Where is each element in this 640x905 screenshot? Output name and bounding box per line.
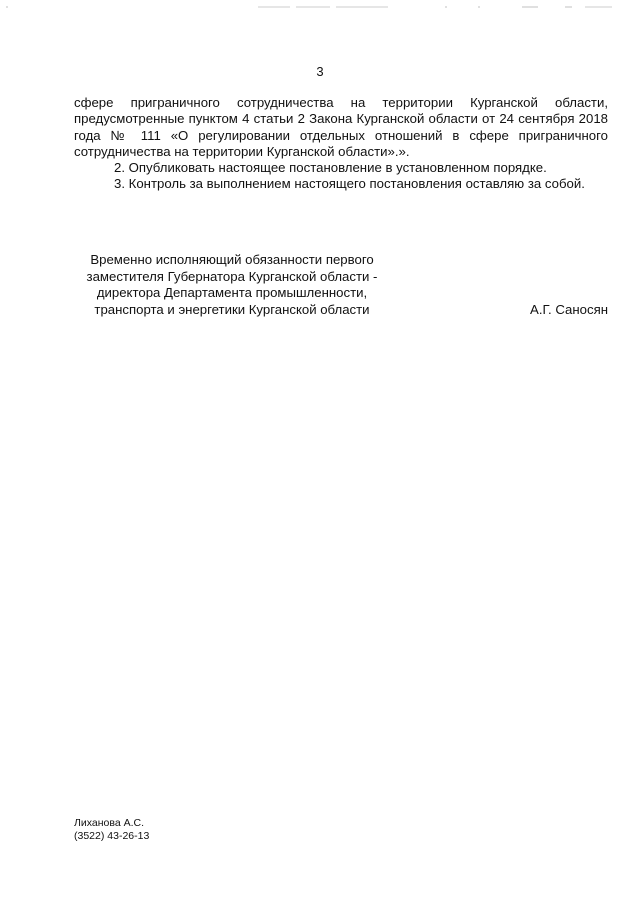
paragraph-item-3: 3. Контроль за выполнением настоящего постановления оставляю за собой. [114,176,585,192]
signatory-position [62,252,402,318]
paragraph-item-2: 2. Опубликовать настоящее постановление в установленном порядке. [114,160,547,176]
paragraph-continuation: сфере приграничного сотрудничества на территории Курганской области, предусмотренные пунктом 4 статьи 2 Закона Курганской области от 24 сентября 2018 года № 111 «О регулировании отдельных отношений в сфере приграничного сотрудничества на территории Курганской области».». [74,95,608,159]
scan-artifact-marks [0,4,640,10]
position-line: заместителя Губернатора Курганской области - [86,268,378,284]
page-number: 3 [316,64,324,79]
executor-block [74,817,149,843]
executor-phone: (3522) 43-26-13 [74,830,150,842]
position-line: транспорта и энергетики Курганской области [94,301,370,317]
executor-name: Лиханова А.С. [74,817,145,829]
position-line: Временно исполняющий обязанности первого [90,252,374,267]
document-body [74,95,608,193]
signer-name: А.Г. Саносян [530,302,608,317]
position-line: директора Департамента промышленности, [96,285,368,300]
